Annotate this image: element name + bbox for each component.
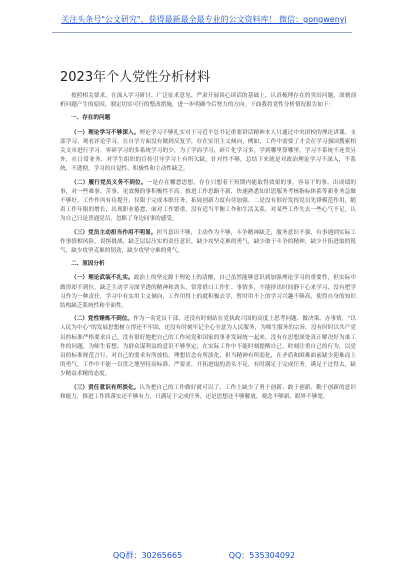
- problem-2-text: 一是存在懈怠思想，存在只想着干短期内能取得效果的事，容易干的事、出成绩的事，对一些难事、苦事、见效慢的事积极性不高。推进工作思路不新，快速熟悉知识思服务考核指标体系等新业务急做不够好，工作作风有待提升，仅限于完成本职任务，拓展创新力度有待加强。二是没有很好发挥党员先锋模范作用，随着工作年限的增长，出现职业倦怠，面对工作繁重，没有适当平衡工作和生活关系，对某些工作失去一些心气不足，认为自己只是普通党员，忽略了身边同事的感受。: [60, 179, 356, 223]
- contact-footer: [0, 550, 408, 561]
- intro-paragraph: 按照相关要求，在深入学习研讨、广泛征求意见、严肃开展谈心谈话的基础上，认真梳理存在的突出问题，深刻剖析问题产生的原因，制定切实可行的整改措施，进一步明确今后努力的方向。下面我将党性分析情况报告如下：: [60, 93, 356, 109]
- qq-group-text: QQ群：30265665: [112, 551, 183, 560]
- problem-1-heading: （一）理论学习不够深入。: [71, 129, 140, 136]
- cause-2-text: 作为一名党员干部，还没有时刻站在党执政兴国的高度上思考问题、做决策、办事情，“以人民为中心”的发展思想树立得还不牢固，还没有时刻牢记全心全意为人民服务，为师生服务的宗旨。没有时时以共产党员的标准严格要求自己，没有很好地把自己的工作同党和国家的事业发展统一起来，没有在思想深处真正解决好为谁工作的问题，为师生着想、为群众谋利益的意识不够坚定，在实际工作中不能时刻提醒自己，时刻注重自己的行为，以党员的标准规范言行，对自己的要求有所放松，理想信念有所淡化，担当精神有所弱化，在矛盾和困难面前缺少迎难而上的勇气，工作中不能一以贯之地坚持高标准、严要求，开拓进取的劲头不足，有时满足于完成任务，满足于过得去，缺少精益求精的态度。: [60, 316, 356, 378]
- problem-2-heading: （二）履行党员义务不到位。: [71, 179, 147, 186]
- problem-paragraph-2: [60, 179, 356, 225]
- cause-1-heading: （一）理论武装不扎实。: [71, 275, 134, 282]
- promo-banner-link[interactable]: 关注头条号"公文研究"，获得最新最全最专业的公文资料库！ 微信：gongwenyj: [61, 15, 347, 24]
- problem-1-text: 理论学习不够扎实对于习近平总书记重要讲话精神本人只通过中央团校的理论讲课、支部学习、观看评论学习、在自学方面没有做到反复学，存在实用主义倾向，例如，工作中需要了才会在学习强国搜索相关文章进行学习。零碎学习的多系统学习的少，为了学而学习，碎片化学习多，学到哪里算哪里，学习不系统不连贯另外，在日常业务、对学生组织的宣传引导学习上有所欠缺，针对性不够，总结下来就是对政治理论学习不深入，不系统，不透彻，学习的自觉性、积极性和主动性缺乏。: [60, 129, 356, 173]
- header-divider: [52, 32, 352, 33]
- cause-paragraph-1: [60, 274, 356, 311]
- document-body: [60, 92, 356, 406]
- section-heading-problems: 一、存在的问题: [71, 115, 111, 122]
- cause-3-text: 认为把自己的工作做好就可以了，工作上缺少了勇于创新、敢于创新、勤于创新的意识和能力，推进工作抓落实还不够有力，只满足于完成任务，还是思想还不够解放、观念不够新、眼界不够宽。: [60, 384, 356, 400]
- problem-paragraph-3: [60, 229, 356, 257]
- qq-contact-text: QQ：535304092: [228, 551, 296, 560]
- cause-3-heading: （三）责任意识有所淡化。: [71, 384, 140, 391]
- cause-2-heading: （二）党性锤炼不到位。: [71, 316, 134, 323]
- problem-paragraph-1: [60, 129, 356, 175]
- cause-1-text: 政治上的坚定源于理论上的清醒，自己虽然能够意识到加强理论学习的重要性，但实际中做得却不到位，缺乏主动学习深学透的精神和劲头，常常借口工作忙、事情多，不能挤出时间静下心来学习，没有把学习作为一种责任，学习中有实用主义倾向，工作用得上的就积极去学，暂时用不上的学习兴趣不够高，使得自身的知识结构缺乏系统性和全面性。: [60, 275, 356, 310]
- cause-paragraph-3: [60, 384, 356, 402]
- problem-3-text: 担当意识不够，主动作为不够，斗争精神缺乏，服务意识不强，有事遇到实际工作事情相风险，畏惧挑战，缺乏层层压实的责任意识，缺少攻坚克难的勇气，缺少敢于斗争的精神，缺少开拓进取的锐气，缺少攻坚克难的韧劲，缺少攻坚守难的勇气。: [60, 229, 356, 255]
- problem-3-heading: （三）党员主动担当作用不明显。: [71, 229, 157, 236]
- page-title: 2023年个人党性分析材料: [60, 70, 211, 85]
- section-heading-causes: 二、原因分析: [71, 261, 105, 268]
- cause-paragraph-2: [60, 315, 356, 379]
